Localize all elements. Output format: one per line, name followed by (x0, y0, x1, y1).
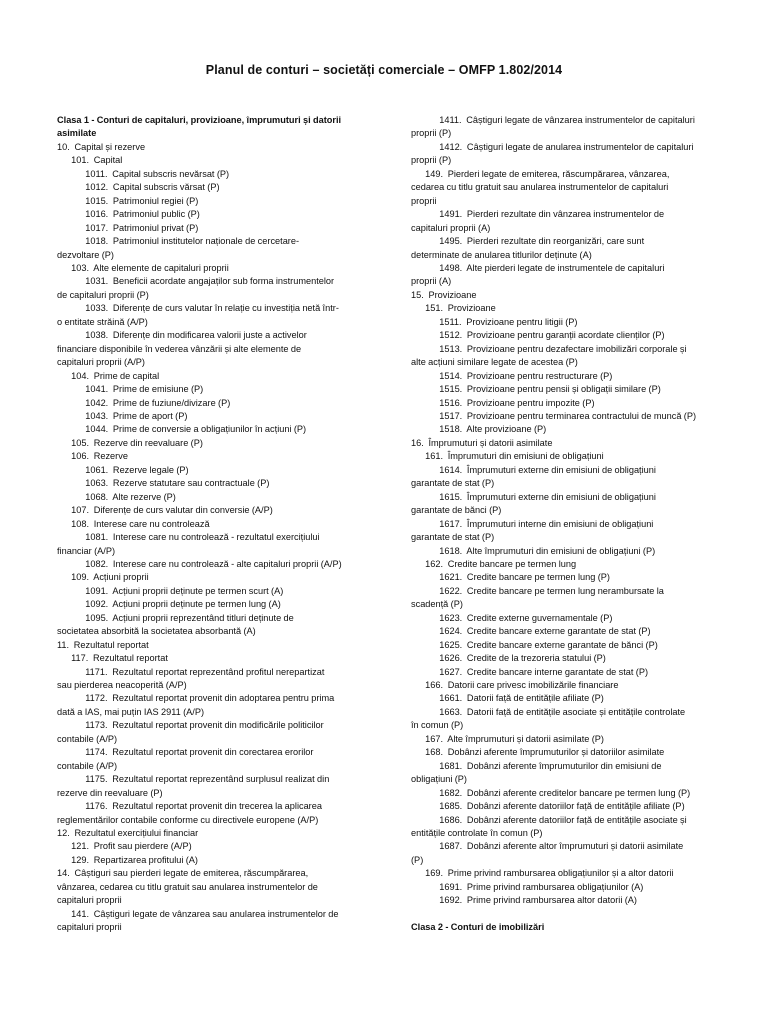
account-line: financiare disponibile în vederea vânzării și alte elemente de (57, 343, 302, 354)
account-line: 1512. Provizioane pentru garanții acordate clienților (P) (411, 330, 665, 341)
account-line: 1686. Dobânzi aferente datoriilor față de entitățile asociate și (411, 814, 687, 825)
account-line: 1624. Credite bancare externe garantate de stat (P) (411, 626, 651, 637)
account-line: 117. Rezultatul reportat (57, 653, 168, 664)
account-line: 1041. Prime de emisiune (P) (57, 384, 204, 395)
account-line: 1618. Alte împrumuturi din emisiuni de obligațiuni (P) (411, 545, 656, 556)
account-line: contabile (A/P) (57, 733, 118, 744)
account-line: 167. Alte împrumuturi și datorii asimilate (P) (411, 733, 604, 744)
account-line: garantate de stat (P) (411, 532, 495, 543)
account-line: 1044. Prime de conversie a obligațiunilor în acțiuni (P) (57, 424, 307, 435)
account-line: 1516. Provizioane pentru impozite (P) (411, 397, 595, 408)
account-line: 1498. Alte pierderi legate de instrumentele de capitaluri (411, 262, 665, 273)
document-title: Planul de conturi – societăți comerciale – OMFP 1.802/2014 (205, 63, 563, 77)
account-line: capitaluri proprii (A) (411, 222, 491, 233)
account-line: proprii (411, 195, 437, 206)
class-heading: Clasa 1 - Conturi de capitaluri, provizioane, împrumuturi și datorii (57, 115, 342, 125)
account-line: 1682. Dobânzi aferente creditelor bancare pe termen lung (P) (411, 787, 691, 798)
account-line: sau pierderea neacoperită (A/P) (57, 680, 187, 691)
account-line: 1617. Împrumuturi interne din emisiuni de obligațiuni (411, 518, 654, 529)
class-heading: asimilate (57, 128, 97, 139)
account-line: 1661. Datorii față de entitățile afiliate (P) (411, 693, 604, 704)
account-line: 1171. Rezultatul reportat reprezentând profitul nerepartizat (57, 666, 325, 677)
account-line: 1011. Capital subscris nevărsat (P) (57, 168, 230, 179)
account-line: 1061. Rezerve legale (P) (57, 464, 189, 475)
account-line: 1031. Beneficii acordate angajaților sub forma instrumentelor (57, 276, 335, 287)
account-line: 106. Rezerve (57, 451, 128, 462)
account-line: 1033. Diferențe de curs valutar în relație cu investiția netă într- (57, 303, 339, 314)
account-line: 108. Interese care nu controlează (57, 518, 210, 529)
account-line: rezerve din reevaluare (P) (57, 787, 163, 798)
account-line: 1015. Patrimoniul regiei (P) (57, 195, 199, 206)
account-line: 1092. Acțiuni proprii deținute pe termen lung (A) (57, 599, 281, 610)
account-line: societatea absorbită la societatea absorbantă (A) (57, 626, 256, 637)
account-line: 1663. Datorii față de entitățile asociate și entitățile controlate (411, 706, 686, 717)
account-line: reglementărilor contabile conforme cu directivele europene (A/P) (57, 814, 319, 825)
account-line: capitaluri proprii (A/P) (57, 357, 145, 368)
account-line: 1623. Credite externe guvernamentale (P) (411, 612, 613, 623)
account-line: 109. Acțiuni proprii (57, 572, 149, 583)
account-line: 1626. Credite de la trezoreria statului (P) (411, 653, 606, 664)
account-line: cedarea cu titlu gratuit sau anularea instrumentelor de capitaluri (411, 182, 669, 193)
account-line: 1043. Prime de aport (P) (57, 410, 188, 421)
account-line: 166. Datorii care privesc imobilizările financiare (411, 680, 619, 691)
account-line: 1517. Provizioane pentru terminarea contractului de muncă (P) (411, 410, 697, 421)
account-line: 105. Rezerve din reevaluare (P) (57, 437, 203, 448)
account-line: obligațiuni (P) (411, 774, 467, 785)
account-line: 1172. Rezultatul reportat provenit din adoptarea pentru prima (57, 693, 335, 704)
account-line: garantate de bănci (P) (411, 505, 502, 516)
account-line: 121. Profit sau pierdere (A/P) (57, 841, 192, 852)
account-line: (P) (411, 854, 424, 865)
account-line: 1176. Rezultatul reportat provenit din trecerea la aplicarea (57, 801, 322, 812)
account-line: capitaluri proprii (57, 922, 122, 933)
account-line: o entitate străină (A/P) (57, 316, 148, 327)
account-line: 1175. Rezultatul reportat reprezentând surplusul realizat din (57, 774, 330, 785)
account-line: 1685. Dobânzi aferente datoriilor față de entitățile afiliate (P) (411, 801, 685, 812)
account-line: 149. Pierderi legate de emiterea, răscumpărarea, vânzarea, (411, 168, 670, 179)
account-line: scadență (P) (411, 599, 463, 610)
account-line: 1495. Pierderi rezultate din reorganizări, care sunt (411, 236, 645, 247)
account-line: 1513. Provizioane pentru dezafectare imobilizări corporale și (411, 343, 687, 354)
account-line: proprii (P) (411, 155, 452, 166)
account-line: vânzarea, cedarea cu titlu gratuit sau anularea instrumentelor de (57, 881, 318, 892)
account-line: 1627. Credite bancare interne garantate de stat (P) (411, 666, 649, 677)
account-line: 1491. Pierderi rezultate din vânzarea instrumentelor de (411, 209, 665, 220)
account-line: proprii (A) (411, 276, 452, 287)
account-line: 1173. Rezultatul reportat provenit din modificările politicilor (57, 720, 324, 731)
account-line: 1518. Alte provizioane (P) (411, 424, 547, 435)
class-heading: Clasa 2 - Conturi de imobilizări (411, 921, 545, 932)
account-line: 1687. Dobânzi aferente altor împrumuturi și datorii asimilate (411, 841, 684, 852)
account-line: 168. Dobânzi aferente împrumuturilor și datoriilor asimilate (411, 747, 665, 758)
account-line: 141. Câștiguri legate de vânzarea sau anularea instrumentelor de (57, 908, 339, 919)
account-line: capitaluri proprii (57, 895, 122, 906)
account-line: 11. Rezultatul reportat (57, 639, 149, 650)
account-line: 162. Credite bancare pe termen lung (411, 558, 577, 569)
account-line: 101. Capital (57, 155, 123, 166)
account-line: 103. Alte elemente de capitaluri proprii (57, 262, 229, 273)
account-line: 1091. Acțiuni proprii deținute pe termen scurt (A) (57, 585, 284, 596)
account-line: 1063. Rezerve statutare sau contractuale (P) (57, 478, 270, 489)
account-line: 1038. Diferențe din modificarea valorii juste a activelor (57, 330, 307, 341)
account-line: financiar (A/P) (57, 545, 116, 556)
account-line: în comun (P) (411, 720, 464, 731)
account-line: 161. Împrumuturi din emisiuni de obligațiuni (411, 451, 604, 462)
account-line: de capitaluri proprii (P) (57, 289, 149, 300)
account-line: alte acțiuni similare legate de acestea (P) (411, 357, 578, 368)
account-line: 169. Prime privind rambursarea obligațiunilor și a altor datorii (411, 868, 674, 879)
account-line: proprii (P) (411, 128, 452, 139)
account-line: 1017. Patrimoniul privat (P) (57, 222, 199, 233)
account-line: 1692. Prime privind rambursarea altor datorii (A) (411, 895, 637, 906)
account-line: 1411. Câștiguri legate de vânzarea instrumentelor de capitaluri (411, 115, 695, 125)
account-line: 1622. Credite bancare pe termen lung nerambursate la (411, 585, 664, 596)
account-line: 14. Câștiguri sau pierderi legate de emiterea, răscumpărarea, (57, 868, 309, 879)
account-line: 1614. Împrumuturi externe din emisiuni de obligațiuni (411, 464, 656, 475)
account-line: 1042. Prime de fuziune/divizare (P) (57, 397, 231, 408)
account-line: contabile (A/P) (57, 760, 118, 771)
account-line: 1174. Rezultatul reportat provenit din corectarea erorilor (57, 747, 314, 758)
account-line: 16. Împrumuturi și datorii asimilate (411, 437, 553, 448)
account-line: entitățile controlate în comun (P) (411, 828, 543, 839)
account-line: 1615. Împrumuturi externe din emisiuni de obligațiuni (411, 491, 656, 502)
account-line: 1081. Interese care nu controlează - rezultatul exercițiului (57, 532, 320, 543)
account-line: 1068. Alte rezerve (P) (57, 491, 176, 502)
account-line: 1082. Interese care nu controlează - alte capitaluri proprii (A/P) (57, 558, 342, 569)
account-line: 129. Repartizarea profitului (A) (57, 854, 198, 865)
account-line: 12. Rezultatul exercițiului financiar (57, 828, 199, 839)
account-line: dată a IAS, mai puțin IAS 2911 (A/P) (57, 706, 205, 717)
account-line: 1621. Credite bancare pe termen lung (P) (411, 572, 610, 583)
account-line: 104. Prime de capital (57, 370, 160, 381)
account-line: 151. Provizioane (411, 303, 496, 314)
left-column (57, 114, 407, 935)
account-line: 1016. Patrimoniul public (P) (57, 209, 200, 220)
account-line: 1681. Dobânzi aferente împrumuturilor din emisiuni de (411, 760, 662, 771)
account-line: 1012. Capital subscris vărsat (P) (57, 182, 220, 193)
right-column (411, 114, 761, 934)
account-line: 1095. Acțiuni proprii reprezentând titluri deținute de (57, 612, 294, 623)
account-line: 1511. Provizioane pentru litigii (P) (411, 316, 578, 327)
account-line: 1515. Provizioane pentru pensii și obligații similare (P) (411, 384, 661, 395)
account-line: 1514. Provizioane pentru restructurare (P) (411, 370, 613, 381)
account-line: 10. Capital și rezerve (57, 141, 146, 152)
account-line: 1691. Prime privind rambursarea obligațiunilor (A) (411, 881, 644, 892)
account-line: garantate de stat (P) (411, 478, 495, 489)
account-line: 1625. Credite bancare externe garantate de bănci (P) (411, 639, 658, 650)
account-line: determinate de anularea titlurilor deținute (A) (411, 249, 592, 260)
account-line: dezvoltare (P) (57, 249, 114, 260)
account-line: 107. Diferențe de curs valutar din conversie (A/P) (57, 505, 273, 516)
account-line: 1412. Câștiguri legate de anularea instrumentelor de capitaluri (411, 141, 694, 152)
account-line: 15. Provizioane (411, 289, 477, 300)
account-line: 1018. Patrimoniul institutelor naționale de cercetare- (57, 236, 300, 247)
